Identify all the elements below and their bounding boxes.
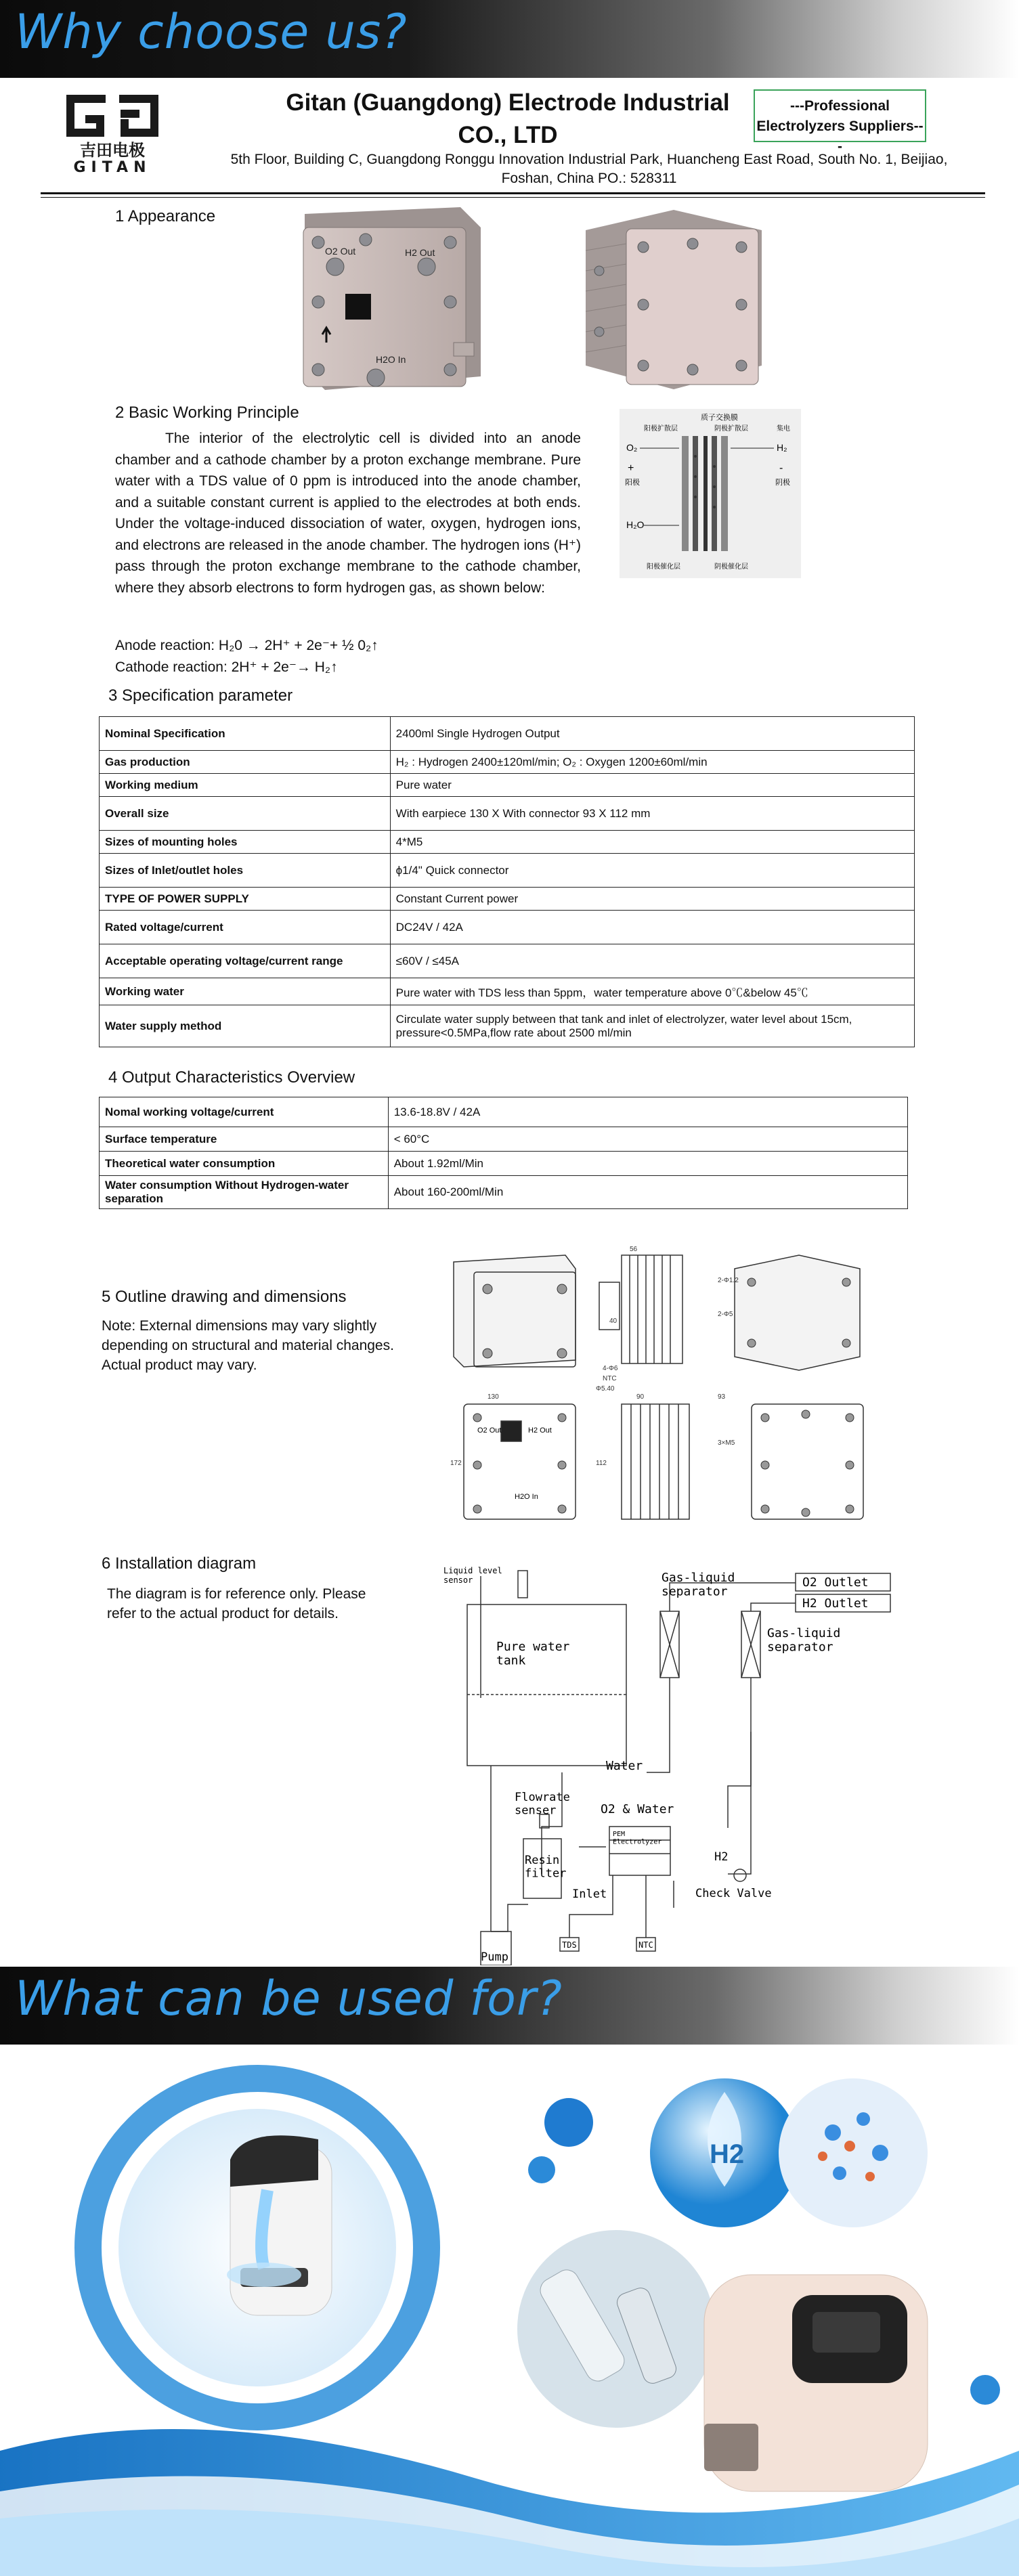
blue-dot <box>528 2156 555 2183</box>
header-rule-thick <box>41 192 985 194</box>
table-key-cell: Water consumption Without Hydrogen-water separation <box>100 1176 389 1209</box>
install-check-valve: Check Valve <box>695 1887 772 1900</box>
anode-diffusion-label: 阳极扩散层 <box>644 425 678 433</box>
table-row <box>100 797 915 831</box>
outline-h2-label: H2 Out <box>528 1426 552 1435</box>
hydrogen-generator-image <box>704 2275 928 2491</box>
top-banner <box>0 0 1019 78</box>
table-row <box>100 1152 908 1176</box>
table-row <box>100 944 915 978</box>
table-key-cell: Sizes of mounting holes <box>100 831 391 854</box>
table-value-cell: With earpiece 130 X With connector 93 X 112 mm <box>390 797 914 831</box>
dimension-label: 40 <box>609 1317 617 1325</box>
principle-text: The interior of the electrolytic cell is divided into an anode chamber and a cathode chamber by a proton exchange membrane. Pure water with a TDS value of 0 ppm is introduced into the anode chamber, and a suitable constant current is applied to the electrodes at both ends. Under the voltage-induced dissociation of water, oxygen, hydrogen ions, and electrons are released in the anode chamber. The hydrogen ions (H⁺) pass through the proton exchange membrane to the cathode chamber, where they absorb electrons to form hydrogen gas, as shown below: <box>115 431 581 596</box>
molecule-bubble <box>779 2078 928 2227</box>
table-row <box>100 1097 908 1127</box>
electrolyzer-back-render <box>572 203 775 399</box>
table-value-cell: < 60°C <box>388 1127 907 1152</box>
install-separator-2: Gas-liquid separator <box>767 1626 841 1655</box>
anode-catalyst-label: 阳极催化层 <box>647 563 680 571</box>
dimension-label: 56 <box>630 1246 638 1253</box>
table-row <box>100 888 915 911</box>
install-o2-water: O2 & Water <box>601 1802 674 1816</box>
dimension-label: 4-Φ6 <box>603 1365 618 1372</box>
table-row <box>100 1005 915 1047</box>
dimension-label: 90 <box>636 1393 645 1401</box>
supplier-badge <box>754 89 926 154</box>
outline-h2o-label: H2O In <box>515 1493 538 1501</box>
diagram-minus: - <box>779 462 783 474</box>
diagram-h2o: H₂O <box>626 519 645 530</box>
section-outline-title: 5 Outline drawing and dimensions <box>102 1288 347 1306</box>
h2o-in-label: H2O In <box>376 354 406 365</box>
company-name-line1: Gitan (Guangdong) Electrode Industrial <box>286 89 730 116</box>
table-value-cell: About 1.92ml/Min <box>388 1152 907 1176</box>
company-name-line2: CO., LTD <box>458 122 558 148</box>
badge-line1: ---Professional <box>789 98 890 114</box>
h2-badge-text: H2 <box>710 2139 745 2169</box>
table-row <box>100 831 915 854</box>
table-value-cell: Pure water with TDS less than 5ppm，water temperature above 0℃&below 45℃ <box>390 978 914 1005</box>
install-pem: PEM Electrolyzer <box>613 1831 662 1846</box>
diagram-cathode: 阴极 <box>775 479 790 487</box>
spec-table <box>99 716 915 1047</box>
mid-banner-title: What can be used for? <box>15 1971 563 2026</box>
table-value-cell: ≤60V / ≤45A <box>390 944 914 978</box>
table-value-cell: ϕ1/4" Quick connector <box>390 854 914 888</box>
table-row <box>100 717 915 751</box>
table-row <box>100 978 915 1005</box>
diagram-plus: + <box>628 462 634 474</box>
table-key-cell: Overall size <box>100 797 391 831</box>
install-note: The diagram is for reference only. Please refer to the actual product for details. <box>107 1586 366 1621</box>
table-key-cell: Working water <box>100 978 391 1005</box>
table-row <box>100 854 915 888</box>
hydrogen-bottle-bubble <box>515 2227 718 2430</box>
cathode-diffusion-label: 阴极扩散层 <box>714 425 748 433</box>
table-value-cell: 2400ml Single Hydrogen Output <box>390 717 914 751</box>
header-rule-thin <box>41 197 985 198</box>
h2-bubble <box>650 2078 799 2227</box>
installation-diagram <box>443 1563 904 1965</box>
diagram-h2: H₂ <box>777 442 787 453</box>
table-value-cell: H₂ : Hydrogen 2400±120ml/min; O₂ : Oxygen 1200±60ml/min <box>390 751 914 774</box>
cathode-catalyst-label: 阴极催化层 <box>714 563 748 571</box>
table-row <box>100 1127 908 1152</box>
logo-cn-text: 吉田电极 <box>80 141 145 160</box>
badge-line2: Electrolyzers Suppliers--- <box>756 118 924 154</box>
table-key-cell: Rated voltage/current <box>100 911 391 944</box>
logo-en-text: GITAN <box>73 159 152 175</box>
dimension-label: 172 <box>450 1460 462 1467</box>
dimension-label: 130 <box>487 1393 499 1401</box>
cathode-reaction: Cathode reaction: 2H⁺ + 2e⁻→ H₂↑ <box>115 659 338 675</box>
table-key-cell: Nominal Specification <box>100 717 391 751</box>
install-separator-1: Gas-liquid separator <box>662 1571 735 1599</box>
pem-principle-diagram <box>620 409 801 578</box>
install-tank: Pure water tank <box>496 1640 570 1668</box>
table-row <box>100 774 915 797</box>
table-value-cell: About 160-200ml/Min <box>388 1176 907 1209</box>
address-line1: 5th Floor, Building C, Guangdong Ronggu Innovation Industrial Park, Huancheng East Road, South No. 1, Beijiao, <box>230 152 948 167</box>
install-level-sensor: Liquid level sensor <box>443 1566 502 1585</box>
section-spec-title: 3 Specification parameter <box>108 686 293 705</box>
section-principle-title: 2 Basic Working Principle <box>115 403 299 422</box>
table-key-cell: Sizes of Inlet/outlet holes <box>100 854 391 888</box>
outline-o2-label: O2 Out <box>477 1426 502 1435</box>
install-resin: Resin filter <box>525 1854 567 1881</box>
dimension-label: Φ5.40 <box>596 1385 615 1393</box>
dimension-label: 3×M5 <box>718 1439 735 1447</box>
dimension-label: 2-Φ1.2 <box>718 1277 739 1284</box>
h2-out-label: H2 Out <box>405 247 435 258</box>
install-pump: Pump <box>481 1950 508 1964</box>
install-h2: H2 <box>714 1850 729 1864</box>
section-install-title: 6 Installation diagram <box>102 1554 257 1573</box>
dimension-label: NTC <box>603 1375 617 1382</box>
table-key-cell: Acceptable operating voltage/current range <box>100 944 391 978</box>
install-tds: TDS <box>562 1940 577 1950</box>
diagram-o2: O₂ <box>626 442 638 453</box>
blue-dot <box>544 2098 593 2147</box>
install-flowrate: Flowrate senser <box>515 1791 570 1818</box>
section-output-title: 4 Output Characteristics Overview <box>108 1068 355 1087</box>
table-row <box>100 1176 908 1209</box>
table-key-cell: Theoretical water consumption <box>100 1152 389 1176</box>
membrane-label: 质子交换膜 <box>701 414 738 422</box>
electrolyzer-front-render <box>284 200 487 403</box>
table-row <box>100 911 915 944</box>
table-value-cell: Pure water <box>390 774 914 797</box>
output-table <box>99 1097 908 1209</box>
table-key-cell: Surface temperature <box>100 1127 389 1152</box>
section-appearance-title: 1 Appearance <box>115 207 216 225</box>
mid-banner <box>0 1967 1019 2045</box>
o2-out-label: O2 Out <box>325 246 356 257</box>
table-value-cell: 13.6-18.8V / 42A <box>388 1097 907 1127</box>
top-banner-title: Why choose us? <box>15 4 408 60</box>
table-value-cell: 4*M5 <box>390 831 914 854</box>
dimension-label: 112 <box>596 1460 607 1467</box>
dimension-label: 2-Φ5 <box>718 1311 733 1318</box>
address-line2: Foshan, China PO.: 528311 <box>501 171 677 186</box>
install-inlet: Inlet <box>572 1887 607 1901</box>
install-water: Water <box>606 1759 643 1773</box>
install-ntc: NTC <box>638 1940 653 1950</box>
company-name <box>257 87 758 152</box>
install-h2-outlet: H2 Outlet <box>802 1596 869 1611</box>
table-value-cell: DC24V / 42A <box>390 911 914 944</box>
install-o2-outlet: O2 Outlet <box>802 1575 869 1590</box>
anode-reaction: Anode reaction: H₂0 → 2H⁺ + 2e⁻+ ½ 0₂↑ <box>115 638 378 653</box>
outline-drawing <box>447 1242 873 1540</box>
table-key-cell: Nomal working voltage/current <box>100 1097 389 1127</box>
diagram-anode: 阳极 <box>625 479 640 487</box>
table-key-cell: Gas production <box>100 751 391 774</box>
table-row <box>100 751 915 774</box>
table-value-cell: Constant Current power <box>390 888 914 911</box>
table-key-cell: Water supply method <box>100 1005 391 1047</box>
table-key-cell: TYPE OF POWER SUPPLY <box>100 888 391 911</box>
dimension-label: 93 <box>718 1393 726 1401</box>
table-value-cell: Circulate water supply between that tank and inlet of electrolyzer, water level about 15cm, pressure<0.5MPa,flow rate about 2500 ml/min <box>390 1005 914 1047</box>
table-key-cell: Working medium <box>100 774 391 797</box>
blue-dot <box>970 2375 1000 2405</box>
company-logo <box>58 91 167 175</box>
water-dispenser-image <box>227 2135 332 2315</box>
applications-scene <box>0 2045 1019 2576</box>
collector-label: 集电 <box>777 425 790 433</box>
company-address <box>203 150 975 188</box>
outline-note: Note: External dimensions may vary slightly depending on structural and material changes. Actual product may vary. <box>102 1318 394 1373</box>
